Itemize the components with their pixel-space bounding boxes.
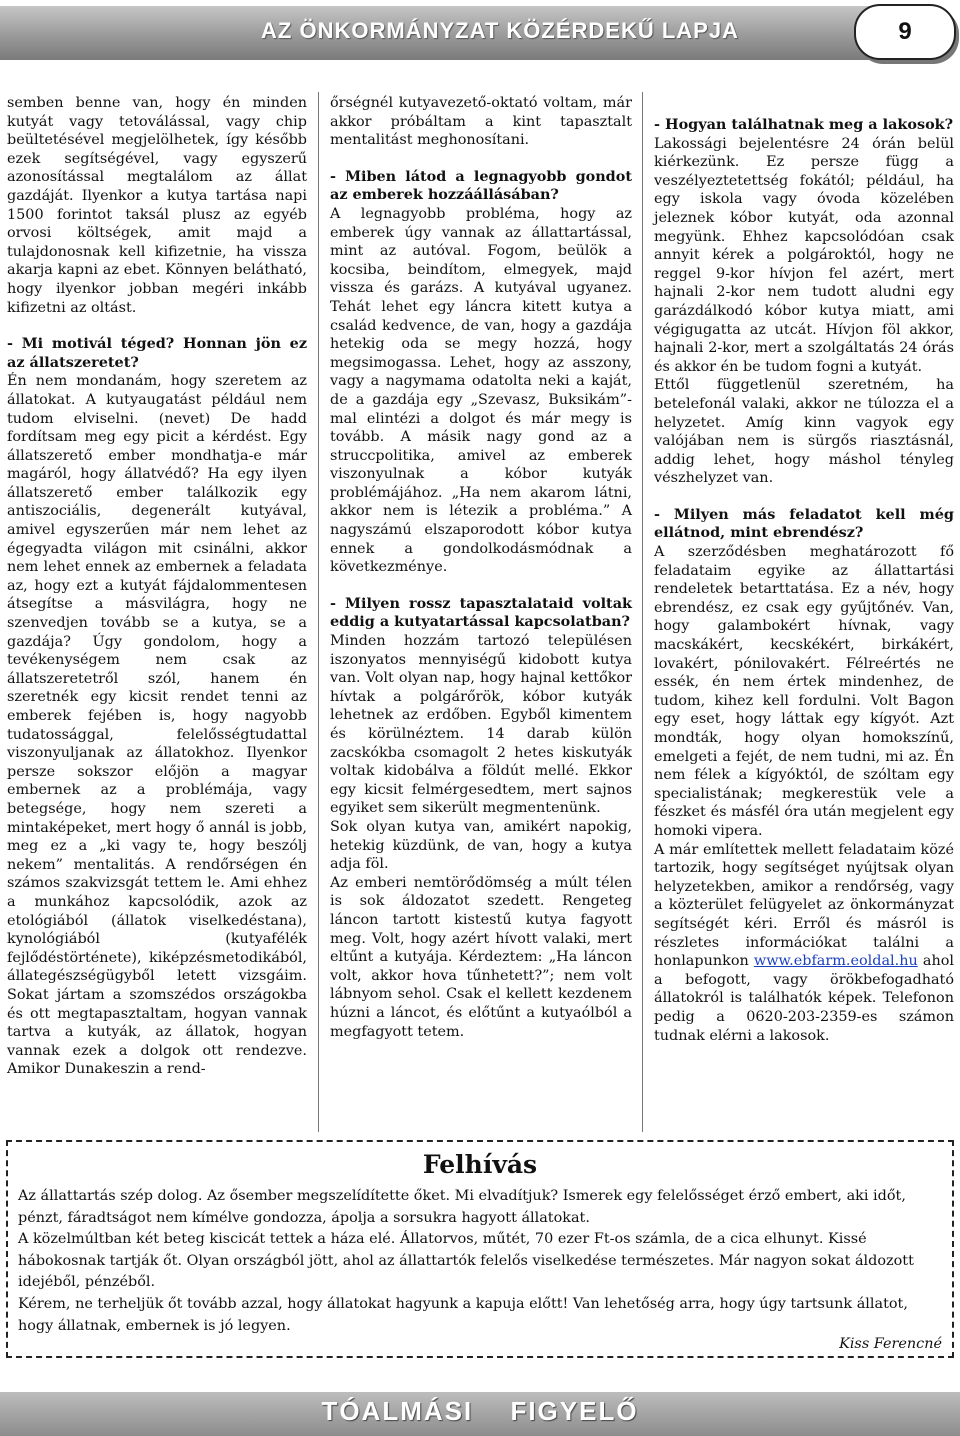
paragraph <box>654 841 954 1046</box>
interview-question: - Miben látod a legnagyobb gondot az emberek hozzáállásában? <box>330 167 632 204</box>
header-title: AZ ÖNKORMÁNYZAT KÖZÉRDEKŰ LAPJA <box>261 18 739 43</box>
footer-word: FIGYELŐ <box>510 1396 639 1426</box>
paragraph: Én nem mondanám, hogy szeretem az állatokat. A kutyaugatást például nem tudom elviselni. (nevet) De hadd fordítsam meg egy picit a kérdést. Egy állatszerető ember mondhatja-e már magáról, hogy állatvédő? Ha egy ilyen állatszerető ember találkozik egy antiszociális, degenerált kutyával, amivel egyszerűen már nem lehet az égegyadta világon mit csinálni, akkor nem lehet ennek az embernek a feladata az, hogy ezt a kutyát fájdalommentesen átsegítse a másvilágra, hogy ne szenvedjen tovább se a kutya, se a gazdája? Úgy gondolom, hogy a tevékenységem nem csak az állatszeretetről szól, hanem én szeretnék egy kicsit rendet tenni az emberek fejében is, hogy nagyobb tudatossággal, felelősségtudattal viszonyuljanak az állatokhoz. Ilyenkor persze sokszor előjön a magyar embernek az a problémája, vagy betegsége, hogy nem szereti a mintaképeket, mert hogy ő annál is jobb, meg ez a „ki vagy te, hogy beszólj nekem” mentalitás. A rendőrségen én számos szakvizsgát tettem le. Ami ehhez a munkához kapcsolódik, azok az etológiából (állatok viselkedéstana), kynológiából (kutyafélék fejlődéstörténete), kiképzésmetodikából, állategészségügyből letett vizsgáim. Sokat jártam a szomszédos országokba és ott megtapasztaltam, hogyan vannak tartva a kutyák, az állatok, hogyan vannak ezek a dolgok ott rendezve. Amikor Dunakeszin a rend- <box>7 373 307 1078</box>
appeal-body <box>18 1186 942 1337</box>
interview-question: - Milyen rossz tapasztalataid voltak eddig a kutyatartással kapcsolatban? <box>330 594 632 631</box>
column-divider <box>318 92 319 1132</box>
column-divider <box>642 92 643 1132</box>
paragraph: Sok olyan kutya van, amikért napokig, hetekig küzdünk, de van, hogy a kutya adja föl. <box>330 818 632 873</box>
interview-question: - Mi motivál téged? Honnan jön ez az állatszeretet? <box>7 335 307 371</box>
paragraph: Az állattartás szép dolog. Az ősember megszelídítette őket. Mi elvadítjuk? Ismerek egy felelősséget érző embert, aki időt, pénzt, fáradtságot nem kímélve gondozza, ápolja a sorsukra hagyott állatokat. <box>18 1188 906 1226</box>
paragraph: Minden hozzám tartozó településen iszonyatos mennyiségű kidobott kutya van. Volt olyan nap, hogy hajnal kettőkor hívtak a polgárőrök, kóbor kutyák lehetnek az erdőben. Egyből kimentem és körülnéztem. 14 darab külön zacskókba csomagolt 2 hetes kiskutyák voltak kidobálva a földút mellé. Ekkor egy kicsit felmérgesedtem, mert sajnos egyiket sem sikerült megmentenünk. <box>330 633 632 817</box>
signature: Kiss Ferencné <box>839 1336 942 1352</box>
page-number: 9 <box>898 18 912 45</box>
interview-question: - Milyen más feladatot kell még ellátnod, mint ebrendész? <box>654 505 954 542</box>
paragraph: Lakossági bejelentésre 24 órán belül kiérkezünk. Ez persze függ a veszélyeztetettség fokától; például, ha egy iskola vagy óvoda közelében jeleznek kóbor kutyát, oda azonnal megyünk. Ehhez kapcsolódóan csak annyit kérek a polgároktól, hogy ne reggel 9-kor hívjon fel azért, mert hajnali 2-kor nem tudott aludni egy garázdálkodó kóbor kutya miatt, ami végigugatta az utcát. Hívjon föl akkor, hajnali 2-kor, mert a szolgáltatás 24 órás és akkor én be tudom fogni a kutyát. <box>654 135 954 375</box>
article-column-1 <box>7 94 307 1079</box>
paragraph: Kérem, ne terheljük őt tovább azzal, hogy állatokat hagyunk a kapuja előtt! Van lehetőség arra, hogy úgy tartsunk állatot, hogy állatnak, embernek is jó legyen. <box>18 1295 908 1334</box>
article-column-3 <box>654 116 954 1045</box>
interview-question: - Hogyan találhatnak meg a lakosok? <box>654 116 954 133</box>
footer-word: TÓALMÁSI <box>321 1396 474 1426</box>
paragraph: Ettől függetlenül szeretném, ha betelefonál valaki, akkor ne túlozza el a helyzetet. Amíg kinn vagyok egy valójában nem is sürgős riasztásnál, addig lehet, hogy máshol tényleg vészhelyzet van. <box>654 377 954 487</box>
page-footer <box>0 1392 960 1436</box>
page-number-badge <box>854 4 956 60</box>
paragraph: A közelmúltban két beteg kiscicát tettek a háza elé. Állatorvos, műtét, 70 ezer Ft-os számla, de a cica elhunyt. Kissé hábokosnak tartják őt. Olyan országból jött, ahol az állattartók felelős viselkedése természetes. Már nagyon sokat áldozott idejéből, pénzéből. <box>18 1231 914 1291</box>
paragraph-text: A már említettek mellett feladataim közé tartozik, hogy segítséget nyújtsak olyan helyzetekben, amikor a rendőrség, vagy a közterület felügyelet az önkormányzat segítségét kéri. Erről és másról is részletes információkat találni a honlapunkon <box>654 841 954 970</box>
footer-title <box>0 1396 960 1427</box>
page-header <box>0 0 960 62</box>
paragraph: A legnagyobb probléma, hogy az emberek úgy vannak az állattartással, mint az autóval. Fogom, beülök a kocsiba, beindítom, elmegyek, majd vissza és garázs. A kutyával ugyanez. Tehát lehet egy láncra kitett kutya a család kedvence, de van, hogy a gazdája hetekig oda se megy hozzá, hogy megsimogassa. Lehet, hogy az asszony, vagy a nagymama odatolta neki a kaját, de a gazdája egy „Szevasz, Buksikám”-mal elintézi a dolgot és már megy is tovább. A másik nagy gond az a struccpolitika, amivel az emberek viszonyulnak a kóbor kutyák problémájához. „Ha nem akarom látni, akkor nem is létezik a probléma.” A nagyszámú elszaporodott kóbor kutya ennek a gondolkodásmódnak a következménye. <box>330 205 632 576</box>
paragraph: őrségnél kutyavezető-oktató voltam, már akkor próbáltam a kint tapasztalt mentalitást meghonosítani. <box>330 95 632 149</box>
paragraph: semben benne van, hogy én minden kutyát vagy tetoválással, vagy chip beültetésével megjelölhetek, így később ezek segítségével, vagy egyszerű azonosítással megtalálom az állat gazdáját. Ilyenkor a kutya tartása napi 1500 forintot taksál plusz az egyéb orvosi költségek, amit majd a tulajdonosnak kell kifizetnie, ha vissza akarja kapni az ebet. Könnyen belátható, hogy ilyenkor jobban megéri inkább kifizetni az oltást. <box>7 95 307 316</box>
paragraph-text: ahol a befogott, vagy örökbefogadható állatokról is találhatók képek. Telefonon pedig a 0620-203-2359-es számon tudnak elérni a lakosok. <box>654 953 954 1044</box>
paragraph: Az emberi nemtörődömség a múlt télen is sok áldozatot szedett. Rengeteg láncon tartott kistestű kutya fagyott meg. Volt, hogy azért hívott valaki, mert eltűnt a kutyája. Kérdeztem: „Ha láncon volt, akkor hova tűnhetett?”; nem volt lábnyom sehol. Csak el kellett kezdenem húzni a láncot, és előtűnt a kutyaólból a megfagyott tetem. <box>330 874 632 1040</box>
paragraph: A szerződésben meghatározott fő feladataim egyike az állattartási rendeletek betarttatása. Ez a név, hogy ebrendész, ez csak egy gyűjtőnév. Van, hogy galambokért hívnak, vagy macskákért, kecskékért, birkákért, lovakért, pónilovakért. Félreértés ne essék, én nem értek mindenhez, de tudom, kihez kell fordulni. Volt Bagon egy eset, hogy láttak egy kígyót. Azt mondták, hogy olyan homokszínű, emelgeti a fejét, de nem tudni, mi az. Én nem félek a kígyóktól, de szóltam egy specialistának; megkerestük vele a fészket és másfél óra után megjelent egy homoki vipera. <box>654 544 954 839</box>
appeal-title: Felhívás <box>422 1150 538 1179</box>
website-link[interactable]: www.ebfarm.eoldal.hu <box>753 953 918 970</box>
article-column-2 <box>330 94 632 1041</box>
